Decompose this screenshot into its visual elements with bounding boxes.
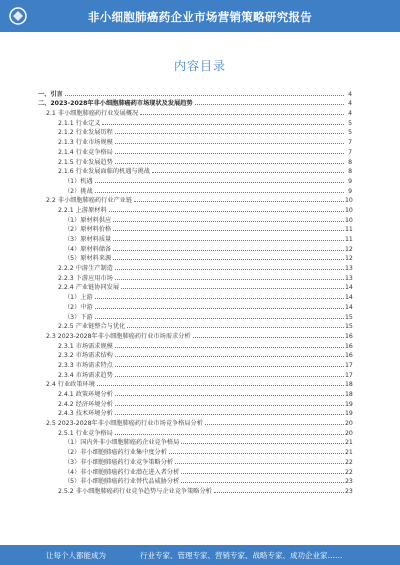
toc-entry-page: 16 — [345, 352, 353, 360]
toc-entry-page: 12 — [345, 245, 353, 253]
toc-dot-leader — [169, 452, 344, 454]
toc-entry-page: 21 — [345, 439, 353, 447]
toc-entry[interactable] — [38, 456, 352, 466]
toc-dot-leader — [152, 171, 344, 173]
toc-entry-page: 4 — [348, 110, 352, 118]
toc-entry-label: （5）原材料来源 — [64, 255, 112, 263]
toc-entry-page: 19 — [345, 410, 353, 418]
toc-entry[interactable] — [38, 175, 352, 185]
toc-entry-page: 16 — [345, 342, 353, 350]
toc-dot-leader — [193, 336, 344, 338]
toc-dot-leader — [113, 229, 344, 231]
toc-entry-label: （5）非小细胞肺癌药行业替代品威胁分析 — [64, 478, 180, 486]
toc-entry-page: 18 — [345, 391, 353, 398]
toc-entry[interactable] — [38, 204, 352, 214]
toc-entry-page: 11 — [345, 236, 353, 243]
toc-entry[interactable] — [38, 185, 352, 195]
toc-entry-label: （1）原材料供应 — [64, 216, 112, 224]
toc-entry-page: 5 — [348, 129, 352, 137]
toc-entry[interactable] — [38, 311, 352, 321]
toc-entry[interactable] — [38, 427, 352, 437]
toc-dot-leader — [95, 297, 344, 299]
toc-entry-label: 2.4 行业政策环境 — [46, 381, 95, 389]
toc-entry[interactable] — [38, 359, 352, 369]
toc-entry-page: 10 — [345, 206, 353, 214]
toc-entry[interactable] — [38, 282, 352, 292]
toc-entry-page: 17 — [345, 371, 353, 379]
toc-entry-page: 22 — [345, 458, 353, 466]
toc-entry[interactable] — [38, 369, 352, 379]
footer-slogan: 让每个人都能成为 — [46, 551, 106, 560]
toc-entry[interactable] — [38, 98, 352, 108]
toc-entry-page: 14 — [345, 284, 353, 292]
toc-dot-leader — [109, 210, 344, 212]
toc-entry-label: 2.5.1 行业竞争格局 — [58, 429, 113, 437]
toc-entry-label: 二、2023-2028年非小细胞肺癌药市场现状及发展趋势 — [38, 100, 193, 108]
footer-bar — [0, 545, 400, 565]
header-bar — [0, 0, 400, 32]
toc-entry[interactable] — [38, 485, 352, 495]
toc-heading: 内容目录 — [173, 59, 226, 73]
toc-entry[interactable] — [38, 388, 352, 398]
toc-entry-page: 22 — [345, 468, 353, 476]
toc-entry-label: 2.1 非小细胞肺癌药行业发展概况 — [46, 110, 139, 118]
toc-entry-label: 2.1.1 行业定义 — [58, 119, 101, 127]
toc-entry-page: 17 — [345, 361, 353, 369]
toc-entry-label: （2）挑战 — [64, 187, 93, 195]
toc-dot-leader — [127, 326, 344, 328]
toc-entry-label: 2.2 非小细胞肺癌药行业产业链 — [46, 197, 133, 205]
toc-entry[interactable] — [38, 379, 352, 389]
toc-dot-leader — [113, 239, 344, 241]
toc-dot-leader — [115, 413, 344, 415]
toc-entry-label: （4）原材料储备 — [64, 245, 112, 253]
toc-entry-label: 一、引言 — [38, 90, 63, 98]
toc-entry[interactable] — [38, 398, 352, 408]
toc-entry-page: 4 — [348, 90, 352, 98]
toc-entry[interactable] — [38, 272, 352, 282]
toc-entry[interactable] — [38, 446, 352, 456]
toc-entry[interactable] — [38, 156, 352, 166]
toc-entry-label: 2.5.2 非小细胞肺癌药行业竞争趋势与企业竞争策略分析 — [58, 487, 212, 495]
toc-dot-leader — [115, 355, 344, 357]
toc-entry-page: 13 — [345, 274, 353, 282]
toc-entry-page: 20 — [345, 420, 353, 428]
toc-entry-label: 2.2.2 中游生产制造 — [58, 265, 113, 273]
toc-entry-label: 2.2.4 产业链协同发展 — [58, 284, 120, 292]
toc-entry-label: （2）非小细胞肺癌药行业集中度分析 — [64, 449, 167, 457]
toc-dot-leader — [95, 191, 344, 193]
toc-dot-leader — [115, 404, 344, 406]
toc-dot-leader — [115, 433, 344, 435]
toc-entry-label: 2.1.3 行业市场规模 — [58, 139, 113, 147]
toc-dot-leader — [115, 394, 344, 396]
toc-entry-label: （2）中游 — [64, 303, 93, 311]
toc-dot-leader — [205, 423, 344, 425]
toc-entry-label: （3）原材料质量 — [64, 236, 112, 243]
toc-entry-label: 2.4.1 政策环境分析 — [58, 391, 113, 398]
toc-entry-label: 2.4.3 技术环境分析 — [58, 410, 113, 418]
toc-dot-leader — [140, 113, 344, 115]
toc-entry-page: 23 — [345, 478, 353, 486]
toc-entry-page: 21 — [345, 449, 353, 457]
toc-entry[interactable] — [38, 408, 352, 418]
toc-entry[interactable] — [38, 330, 352, 340]
toc-entry-page: 8 — [348, 168, 352, 176]
toc-entry[interactable] — [38, 262, 352, 272]
toc-entry[interactable] — [38, 166, 352, 176]
toc-entry-page: 9 — [348, 177, 352, 185]
toc-dot-leader — [95, 317, 344, 319]
toc-entry-page: 11 — [345, 226, 353, 234]
toc-entry-page: 5 — [348, 119, 352, 127]
toc-entry-page: 16 — [345, 332, 353, 340]
toc-entry[interactable] — [38, 136, 352, 146]
toc-dot-leader — [195, 103, 344, 105]
toc-entry-page: 8 — [348, 158, 352, 166]
toc-entry-page: 14 — [345, 303, 353, 311]
toc-entry-label: 2.2.3 下游应用市场 — [58, 274, 113, 282]
toc-entry-page: 14 — [345, 294, 353, 302]
toc-dot-leader — [65, 94, 344, 96]
toc-entry[interactable] — [38, 437, 352, 447]
toc-dot-leader — [181, 442, 344, 444]
toc-entry-label: （4）非小细胞肺癌药行业潜在进入者分析 — [64, 468, 180, 476]
toc-entry-label: 2.1.6 行业发展面临的机遇与挑战 — [58, 168, 150, 176]
toc-entry-page: 7 — [348, 139, 352, 147]
toc-entry-page: 15 — [345, 313, 353, 321]
toc-entry-label: 2.1.5 行业发展趋势 — [58, 158, 113, 166]
toc-dot-leader — [95, 307, 344, 309]
table-of-contents — [38, 88, 352, 495]
toc-entry[interactable] — [38, 214, 352, 224]
toc-entry-page: 12 — [345, 255, 353, 263]
toc-entry[interactable] — [38, 233, 352, 243]
toc-entry-label: （3）非小细胞肺癌药行业竞争策略分析 — [64, 458, 174, 466]
toc-entry[interactable] — [38, 146, 352, 156]
toc-dot-leader — [181, 472, 344, 474]
toc-entry[interactable] — [38, 253, 352, 263]
toc-entry[interactable] — [38, 340, 352, 350]
toc-entry[interactable] — [38, 291, 352, 301]
toc-dot-leader — [115, 162, 344, 164]
toc-entry-label: （1）机遇 — [64, 177, 93, 185]
toc-entry-label: 2.3 2023-2028年非小细胞肺癌药行业市场需求分析 — [46, 332, 191, 340]
toc-dot-leader — [115, 278, 344, 280]
toc-entry-page: 15 — [345, 323, 353, 331]
toc-entry-label: 2.4.2 经济环境分析 — [58, 400, 113, 408]
toc-entry-page: 18 — [345, 381, 353, 389]
toc-dot-leader — [115, 152, 344, 154]
toc-entry-label: 2.3.2 市场需求结构 — [58, 352, 113, 360]
toc-entry-label: 2.1.4 行业竞争格局 — [58, 148, 113, 156]
toc-entry-page: 10 — [345, 216, 353, 224]
toc-dot-leader — [115, 268, 344, 270]
toc-entry[interactable] — [38, 195, 352, 205]
toc-entry-label: 2.1.2 行业发展历程 — [58, 129, 113, 137]
toc-entry-page: 19 — [345, 400, 353, 408]
toc-entry-label: 2.3.3 市场需求特点 — [58, 361, 113, 369]
toc-dot-leader — [175, 462, 344, 464]
toc-entry[interactable] — [38, 350, 352, 360]
toc-entry[interactable] — [38, 301, 352, 311]
toc-entry-page: 13 — [345, 265, 353, 273]
toc-entry[interactable] — [38, 243, 352, 253]
toc-dot-leader — [115, 375, 344, 377]
toc-dot-leader — [95, 181, 344, 183]
toc-dot-leader — [115, 365, 344, 367]
footer-tagline: 行业专家、管理专家、营销专家、战略专家、成功企业家…… — [140, 551, 343, 560]
toc-entry-label: 2.2.1 上游原材料 — [58, 206, 107, 214]
toc-entry[interactable] — [38, 117, 352, 127]
toc-entry-page: 4 — [348, 100, 352, 108]
toc-entry-label: 2.3.1 市场需求规模 — [58, 342, 113, 350]
document-title: 非小细胞肺癌药企业市场营销策略研究报告 — [87, 10, 313, 24]
toc-entry[interactable] — [38, 417, 352, 427]
toc-dot-leader — [121, 287, 344, 289]
toc-entry-label: （2）原材料价格 — [64, 226, 112, 234]
toc-dot-leader — [181, 481, 344, 483]
toc-entry-page: 10 — [345, 197, 353, 205]
toc-entry-label: （3）下游 — [64, 313, 93, 321]
toc-entry-page: 20 — [345, 429, 353, 437]
toc-dot-leader — [113, 249, 344, 251]
toc-entry[interactable] — [38, 88, 352, 98]
toc-dot-leader — [134, 200, 344, 202]
toc-entry-label: 2.3.4 市场需求趋势 — [58, 371, 113, 379]
toc-entry[interactable] — [38, 476, 352, 486]
toc-dot-leader — [97, 384, 344, 386]
toc-dot-leader — [102, 123, 344, 125]
toc-entry[interactable] — [38, 224, 352, 234]
toc-dot-leader — [115, 142, 344, 144]
toc-dot-leader — [214, 491, 344, 493]
toc-entry-page: 23 — [345, 487, 353, 495]
toc-entry-label: 2.5 2023-2028年非小细胞肺癌药行业市场竞争格局分析 — [46, 420, 203, 428]
toc-entry[interactable] — [38, 466, 352, 476]
toc-entry-page: 7 — [348, 148, 352, 156]
toc-entry[interactable] — [38, 107, 352, 117]
toc-entry-page: 9 — [348, 187, 352, 195]
toc-entry[interactable] — [38, 321, 352, 331]
toc-dot-leader — [115, 132, 344, 134]
toc-dot-leader — [113, 220, 344, 222]
toc-dot-leader — [115, 346, 344, 348]
toc-entry-label: 2.2.5 产业链整合与优化 — [58, 323, 126, 331]
toc-dot-leader — [113, 258, 344, 260]
toc-entry[interactable] — [38, 127, 352, 137]
toc-entry-label: （1）国内外非小细胞肺癌药企业竞争格局 — [64, 439, 180, 447]
toc-entry-label: （1）上游 — [64, 294, 93, 302]
